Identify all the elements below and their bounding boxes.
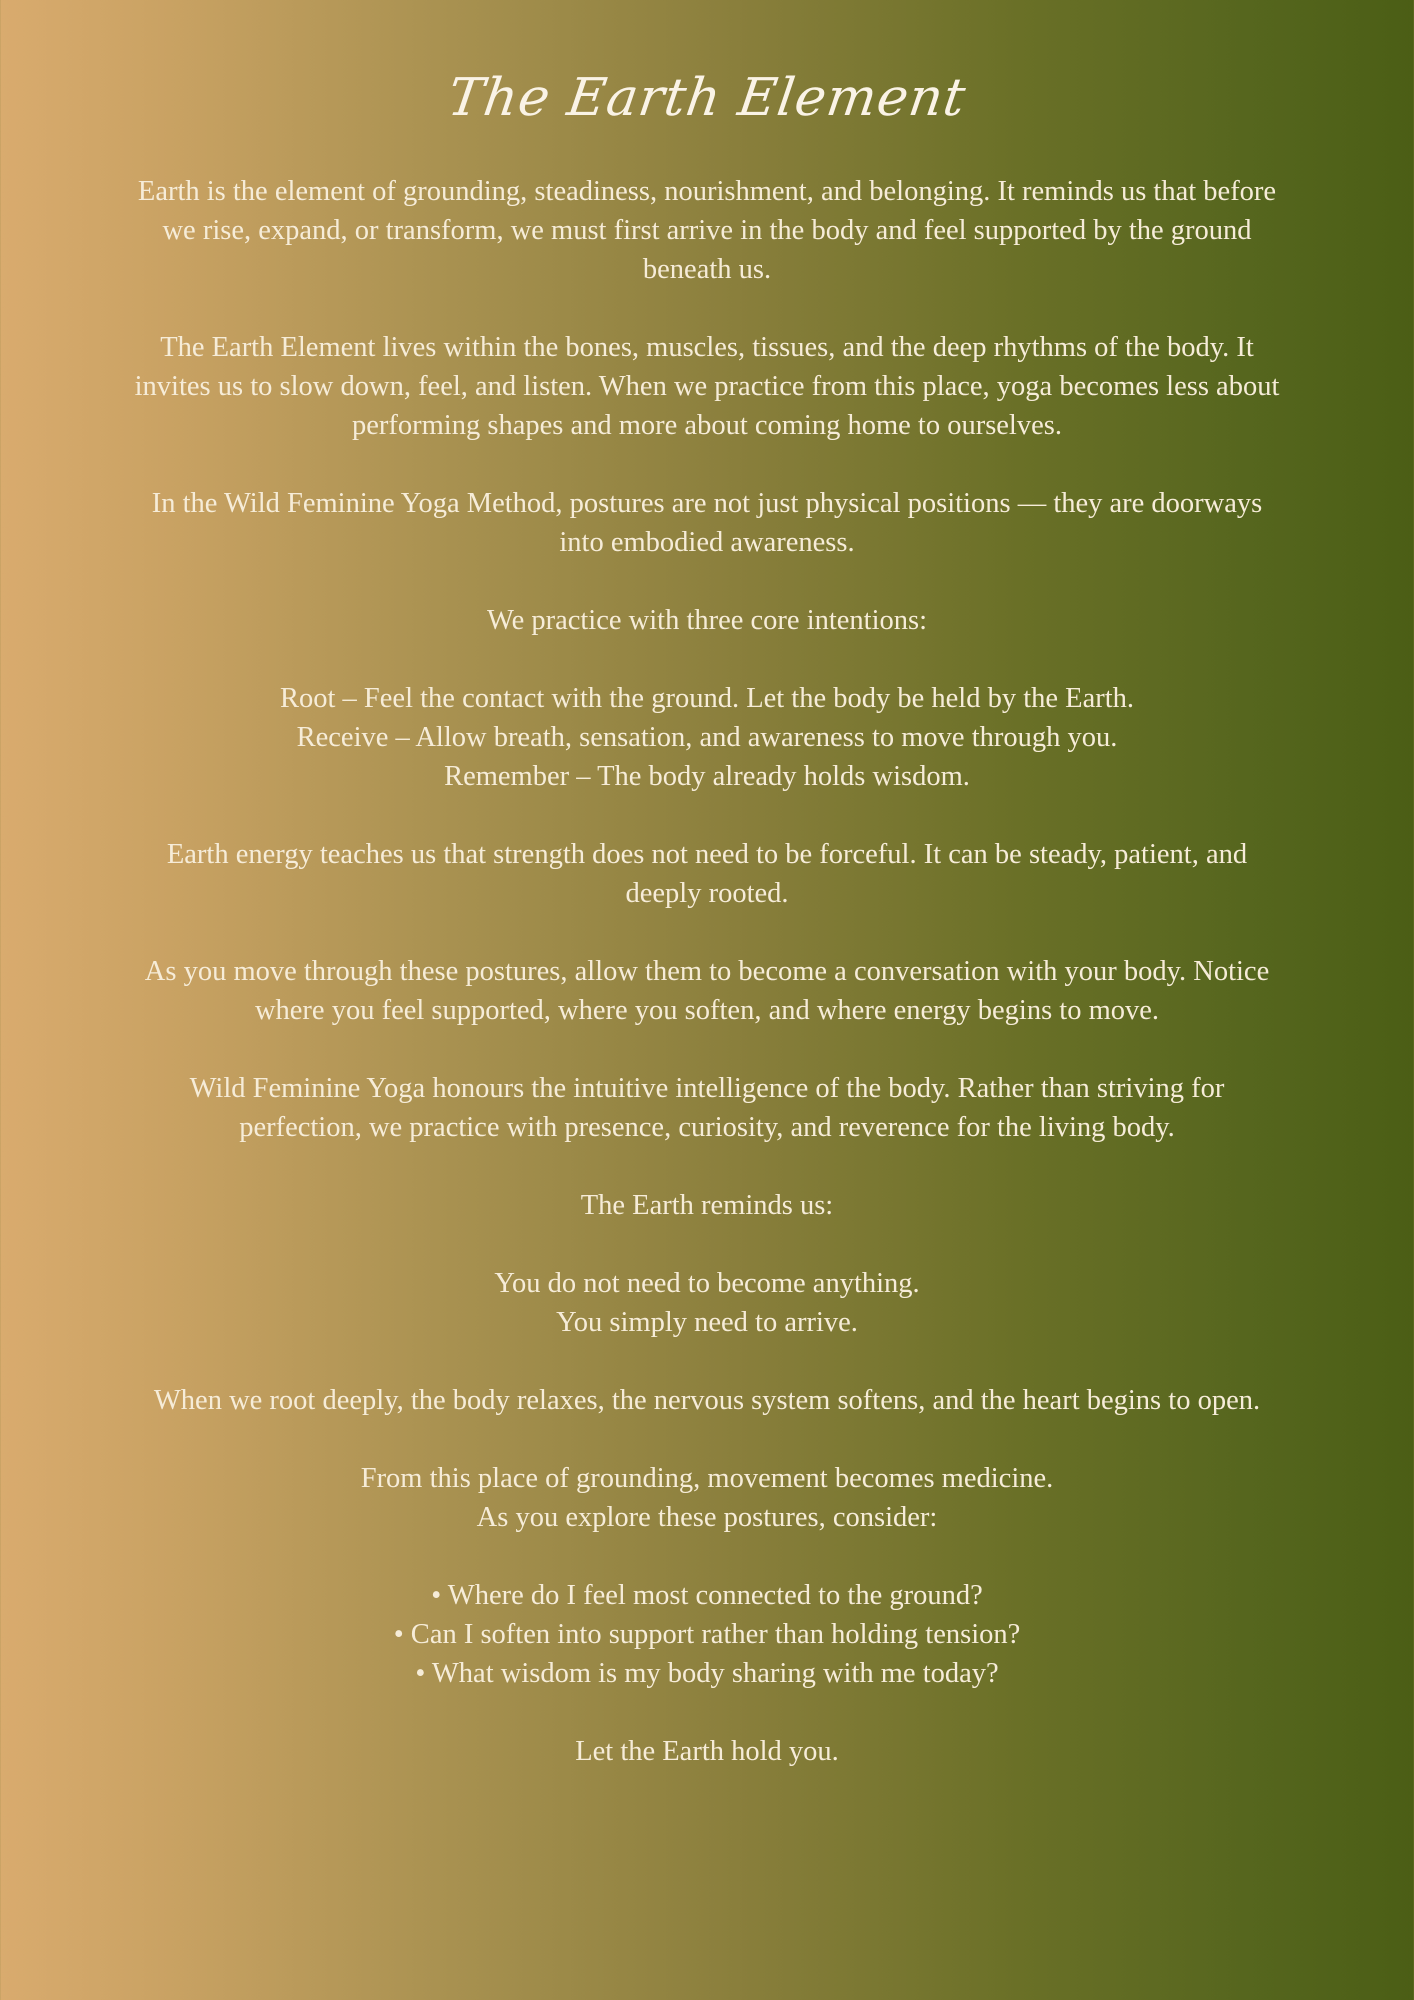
paragraph-line: We practice with three core intentions: bbox=[486, 605, 928, 636]
paragraph-method bbox=[130, 484, 1284, 562]
intention-receive: Receive – Allow breath, sensation, and awareness to move through you. bbox=[296, 722, 1118, 753]
paragraph-line: Wild Feminine Yoga honours the intuitive intelligence of the body. Rather than striving for perfection, we practice with presence, curiosity, and reverence for the living body. bbox=[189, 1073, 1225, 1143]
paragraph-strength bbox=[130, 835, 1284, 913]
paragraph-closing bbox=[130, 1732, 1284, 1771]
paragraph-arrive bbox=[130, 1264, 1284, 1342]
intention-remember: Remember – The body already holds wisdom. bbox=[444, 761, 970, 792]
paragraph-line: Earth is the element of grounding, steadiness, nourishment, and belonging. It reminds us that before we rise, expand, or transform, we must first arrive in the body and feel supported by the ground beneath us. bbox=[137, 176, 1277, 285]
question-item: • Where do I feel most connected to the ground? bbox=[431, 1580, 983, 1611]
paragraph-line: The Earth reminds us: bbox=[580, 1190, 834, 1221]
body-text bbox=[130, 172, 1284, 1810]
intention-root: Root – Feel the contact with the ground. Let the body be held by the Earth. bbox=[280, 683, 1134, 714]
paragraph-earth-element bbox=[130, 328, 1284, 445]
paragraph-line: You simply need to arrive. bbox=[556, 1307, 858, 1338]
paragraph-honours bbox=[130, 1069, 1284, 1147]
question-item: • Can I soften into support rather than holding tension? bbox=[393, 1619, 1021, 1650]
paragraph-earth-reminds bbox=[130, 1186, 1284, 1225]
paragraph-line: When we root deeply, the body relaxes, the nervous system softens, and the heart begins to open. bbox=[153, 1385, 1261, 1416]
paragraph-line: From this place of grounding, movement becomes medicine. bbox=[360, 1463, 1054, 1494]
paragraph-root-deeply bbox=[130, 1381, 1284, 1420]
reflection-questions bbox=[130, 1576, 1284, 1693]
paragraph-line: You do not need to become anything. bbox=[494, 1268, 920, 1299]
paragraph-medicine bbox=[130, 1459, 1284, 1537]
paragraph-line: As you explore these postures, consider: bbox=[476, 1502, 938, 1533]
paragraph-line: Let the Earth hold you. bbox=[575, 1736, 839, 1767]
paragraph-intro bbox=[130, 172, 1284, 289]
paragraph-line: As you move through these postures, allow them to become a conversation with your body. Notice where you feel supported, where you soften, and where energy begins to move. bbox=[144, 956, 1270, 1026]
intentions-list bbox=[130, 679, 1284, 796]
page-title: The Earth Element bbox=[444, 68, 970, 128]
paragraph-line: In the Wild Feminine Yoga Method, postures are not just physical positions — they are doorways into embodied awareness. bbox=[151, 488, 1263, 558]
paragraph-conversation bbox=[130, 952, 1284, 1030]
paragraph-line: Earth energy teaches us that strength does not need to be forceful. It can be steady, patient, and deeply rooted. bbox=[166, 839, 1248, 909]
paragraph-line: The Earth Element lives within the bones, muscles, tissues, and the deep rhythms of the body. It invites us to slow down, feel, and listen. When we practice from this place, yoga becomes less about performing shapes and more about coming home to ourselves. bbox=[134, 332, 1280, 441]
paragraph-intentions-heading bbox=[130, 601, 1284, 640]
question-item: • What wisdom is my body sharing with me today? bbox=[415, 1658, 999, 1689]
